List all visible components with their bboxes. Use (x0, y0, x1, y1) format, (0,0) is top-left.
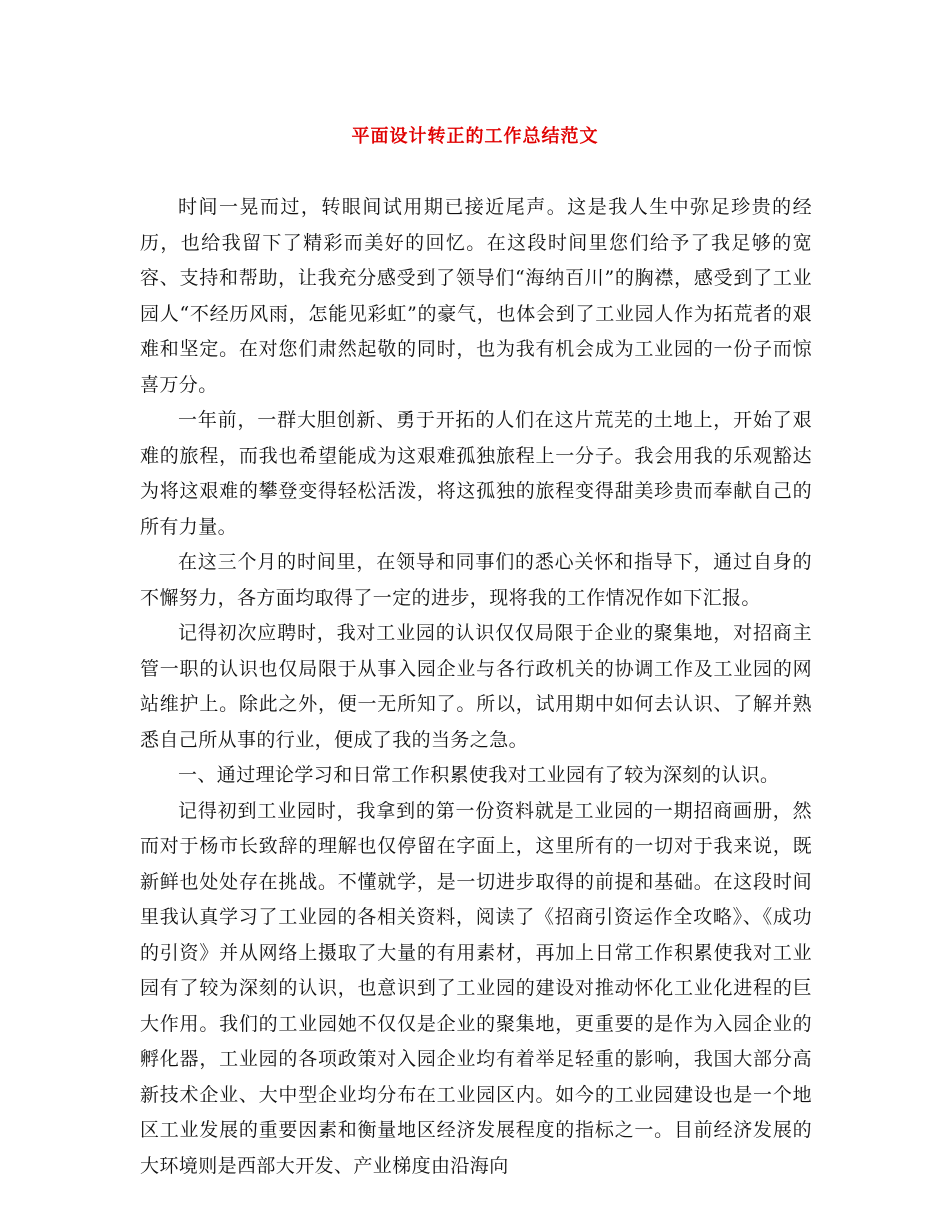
paragraph-4: 记得初次应聘时，我对工业园的认识仅仅局限于企业的聚集地，对招商主管一职的认识也仅局限于从事入园企业与各行政机关的协调工作及工业园的网站维护上。除此之外，便一无所知了。所以，试用期中如何去认识、了解并熟悉自己所从事的行业，便成了我的当务之急。 (140, 622, 812, 751)
document-body (140, 190, 812, 1184)
section-heading-1: 一、通过理论学习和日常工作积累使我对工业园有了较为深刻的认识。 (178, 764, 780, 786)
paragraph-1: 时间一晃而过，转眼间试用期已接近尾声。这是我人生中弥足珍贵的经历，也给我留下了精彩而美好的回忆。在这段时间里您们给予了我足够的宽容、支持和帮助，让我充分感受到了领导们“海纳百川”的胸襟，感受到了工业园人“不经历风雨，怎能见彩虹”的豪气，也体会到了工业园人作为拓荒者的艰难和坚定。在对您们肃然起敬的同时，也为我有机会成为工业园的一份子而惊喜万分。 (140, 196, 812, 396)
paragraph-5: 记得初到工业园时，我拿到的第一份资料就是工业园的一期招商画册，然而对于杨市长致辞的理解也仅停留在字面上，这里所有的一切对于我来说，既新鲜也处处存在挑战。不懂就学，是一切进步取得的前提和基础。在这段时间里我认真学习了工业园的各相关资料，阅读了《招商引资运作全攻略》、《成功的引资》并从网络上摄取了大量的有用素材，再加上日常工作积累使我对工业园有了较为深刻的认识，也意识到了工业园的建设对推动怀化工业化进程的巨大作用。我们的工业园她不仅仅是企业的聚集地，更重要的是作为入园企业的孵化器，工业园的各项政策对入园企业均有着举足轻重的影响，我国大部分高新技术企业、大中型企业均分布在工业园区内。如今的工业园建设也是一个地区工业发展的重要因素和衡量地区经济发展程度的指标之一。目前经济发展的大环境则是西部大开发、产业梯度由沿海向 (140, 799, 812, 1177)
paragraph-2: 一年前，一群大胆创新、勇于开拓的人们在这片荒芜的土地上，开始了艰难的旅程，而我也希望能成为这艰难孤独旅程上一分子。我会用我的乐观豁达为将这艰难的攀登变得轻松活泼，将这孤独的旅程变得甜美珍贵而奉献自己的所有力量。 (140, 409, 812, 538)
paragraph-3: 在这三个月的时间里，在领导和同事们的悉心关怀和指导下，通过自身的不懈努力，各方面均取得了一定的进步，现将我的工作情况作如下汇报。 (140, 551, 812, 609)
document-title: 平面设计转正的工作总结范文 (351, 126, 599, 147)
